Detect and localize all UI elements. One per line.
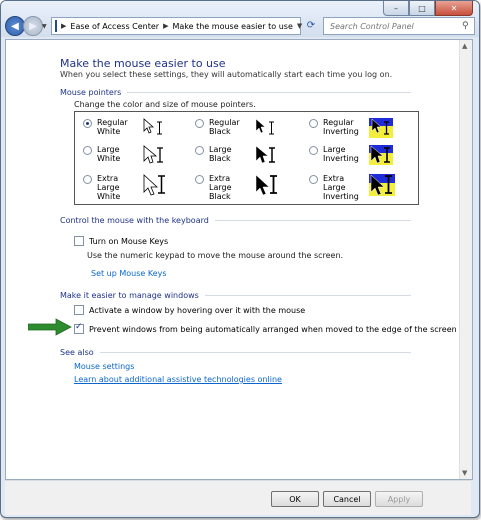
close-button[interactable]: ✕: [435, 1, 473, 16]
pointer-option-label: Extra Large Black: [209, 174, 232, 201]
radio-large-black[interactable]: [195, 146, 204, 155]
radio-regular-white[interactable]: [83, 119, 92, 128]
content-pane: [5, 39, 473, 480]
pointer-option-extra-large-black[interactable]: [195, 174, 279, 201]
radio-regular-black[interactable]: [195, 119, 204, 128]
hover-activate-checkbox-row[interactable]: [74, 305, 305, 315]
pointer-option-extra-large-white[interactable]: [83, 174, 167, 201]
window-controls: [383, 1, 473, 16]
pointer-option-label: Large Black: [209, 145, 232, 163]
keyboard-heading-text: Control the mouse with the keyboard: [60, 216, 209, 225]
refresh-button[interactable]: [303, 17, 319, 33]
prevent-snap-checkbox-row[interactable]: [74, 324, 457, 334]
black-pointer-icon: [255, 118, 277, 138]
windows-heading-text: Make it easier to manage windows: [60, 291, 199, 300]
chevron-down-icon[interactable]: ▼: [296, 22, 303, 30]
mouse-keys-checkbox-row[interactable]: [74, 236, 168, 246]
pointer-option-label: Regular Black: [209, 118, 240, 136]
black-pointer-icon: [255, 174, 279, 196]
mouse-pointers-description: Change the color and size of mouse pointers.: [74, 100, 256, 109]
breadcrumb-ease-of-access[interactable]: Ease of Access Center: [70, 21, 160, 31]
scroll-up-icon[interactable]: ▲: [462, 42, 468, 50]
mouse-settings-link[interactable]: Mouse settings: [74, 362, 135, 371]
pointer-option-large-white[interactable]: [83, 145, 165, 165]
radio-large-inverting[interactable]: [309, 146, 318, 155]
maximize-button[interactable]: □: [409, 1, 435, 16]
pointer-option-label: Regular Inverting: [323, 118, 359, 136]
pointer-option-label: Large White: [97, 145, 121, 163]
divider: [127, 92, 411, 93]
mouse-pointers-heading-text: Mouse pointers: [60, 88, 122, 97]
setup-mouse-keys-link[interactable]: Set up Mouse Keys: [91, 269, 167, 278]
breadcrumb-separator-icon[interactable]: ▶: [163, 22, 169, 30]
pointer-option-large-inverting[interactable]: [309, 145, 393, 165]
prevent-snap-checkbox[interactable]: [74, 324, 84, 334]
radio-extra-large-black[interactable]: [195, 175, 204, 184]
back-button[interactable]: [5, 16, 25, 36]
radio-large-white[interactable]: [83, 146, 92, 155]
pointer-scheme-box: [74, 111, 419, 205]
title-bar: [1, 1, 479, 37]
breadcrumb-separator-icon[interactable]: ▶: [61, 22, 67, 30]
pointer-option-regular-white[interactable]: [83, 118, 165, 138]
white-pointer-icon: [143, 118, 165, 138]
recent-pages-dropdown[interactable]: ▼: [42, 23, 47, 30]
keyboard-heading: [60, 216, 411, 225]
mouse-keys-checkbox[interactable]: [74, 236, 84, 246]
divider: [205, 295, 411, 296]
pointer-option-label: Extra Large Inverting: [323, 174, 359, 201]
cancel-button[interactable]: Cancel: [323, 491, 371, 507]
control-panel-icon: [55, 20, 57, 32]
pointer-option-label: Extra Large White: [97, 174, 121, 201]
inverting-pointer-icon: [369, 174, 395, 196]
green-arrow-icon: [28, 318, 72, 336]
inverting-pointer-icon: [369, 118, 393, 138]
white-pointer-icon: [143, 174, 167, 196]
see-also-heading: [60, 348, 411, 357]
back-arrow-icon: ◀: [11, 20, 19, 32]
pointer-option-regular-inverting[interactable]: [309, 118, 393, 138]
pointer-option-extra-large-inverting[interactable]: [309, 174, 395, 201]
pointer-option-large-black[interactable]: [195, 145, 277, 165]
white-pointer-icon: [143, 145, 165, 165]
windows-heading: [60, 291, 411, 300]
dialog-footer: [5, 480, 471, 515]
search-input[interactable]: [328, 21, 460, 32]
breadcrumb-current-page[interactable]: Make the mouse easier to use: [172, 21, 293, 31]
vertical-scrollbar[interactable]: [459, 40, 472, 479]
prevent-snap-label[interactable]: Prevent windows from being automatically arranged when moved to the edge of the screen: [89, 324, 457, 334]
mouse-keys-description: Use the numeric keypad to move the mouse around the screen.: [87, 251, 344, 260]
black-pointer-icon: [255, 145, 277, 165]
page-title: Make the mouse easier to use: [60, 57, 226, 70]
scroll-down-icon[interactable]: ▼: [462, 469, 468, 477]
radio-extra-large-white[interactable]: [83, 175, 92, 184]
radio-extra-large-inverting[interactable]: [309, 175, 318, 184]
hover-activate-checkbox[interactable]: [74, 305, 84, 315]
address-bar[interactable]: [51, 17, 301, 35]
pointer-option-label: Regular White: [97, 118, 128, 136]
inverting-pointer-icon: [369, 145, 393, 165]
search-icon[interactable]: ⚲: [462, 21, 469, 31]
divider: [215, 220, 411, 221]
divider: [100, 352, 411, 353]
apply-button[interactable]: Apply: [375, 491, 423, 507]
hover-activate-label[interactable]: Activate a window by hovering over it with the mouse: [89, 305, 306, 315]
ok-button[interactable]: OK: [271, 491, 319, 507]
assistive-technologies-link[interactable]: Learn about additional assistive technologies online: [74, 375, 282, 384]
page-description: When you select these settings, they will automatically start each time you log on.: [60, 70, 393, 79]
pointer-option-label: Large Inverting: [323, 145, 359, 163]
forward-arrow-icon: ▶: [29, 20, 37, 32]
pointer-option-regular-black[interactable]: [195, 118, 277, 138]
refresh-icon: ⟳: [306, 19, 316, 31]
forward-button[interactable]: [23, 16, 43, 36]
radio-regular-inverting[interactable]: [309, 119, 318, 128]
minimize-button[interactable]: –: [383, 1, 409, 16]
see-also-heading-text: See also: [60, 348, 94, 357]
mouse-keys-label[interactable]: Turn on Mouse Keys: [89, 236, 169, 246]
search-box[interactable]: [323, 17, 475, 35]
mouse-pointers-heading: [60, 88, 411, 97]
